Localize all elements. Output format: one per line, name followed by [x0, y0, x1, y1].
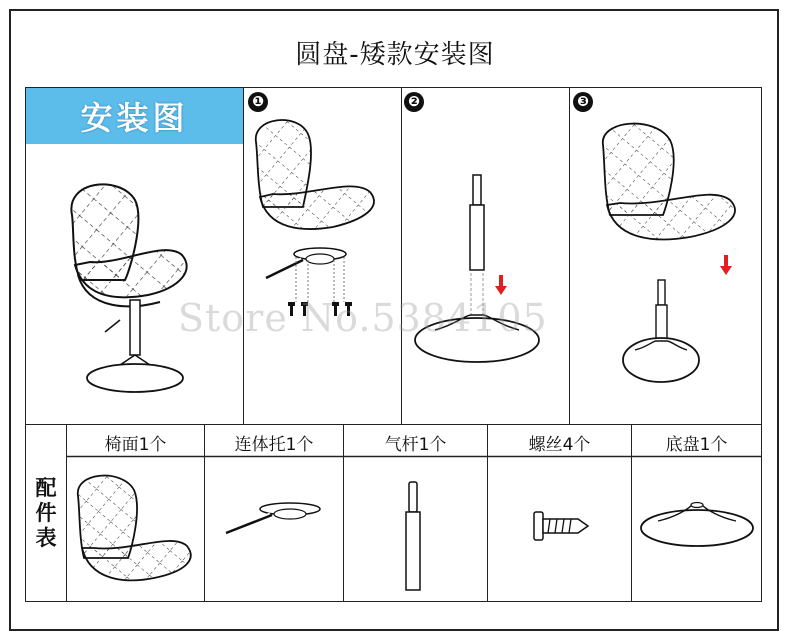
mechanism-icon [212, 495, 337, 545]
banner-text: 安装图 [80, 99, 189, 137]
store-watermark: Store No.5384105 [178, 296, 548, 340]
screw-icon [530, 508, 592, 544]
parts-header-divider [66, 455, 762, 459]
step-2-illustration [405, 165, 565, 380]
assembled-chair-icon [60, 170, 210, 410]
part-seat-label: 椅面1个 [104, 435, 167, 455]
part-gas-lift-label: 气杆1个 [384, 435, 447, 455]
gas-lift-icon [398, 478, 428, 598]
step-2-number: ❷ [404, 92, 424, 112]
install-banner [26, 88, 243, 144]
base-icon [636, 495, 758, 555]
part-base-label: 底盘1个 [665, 435, 728, 455]
step-3-number: ❸ [573, 92, 593, 112]
step-3-illustration [595, 115, 760, 395]
page-title: 圆盘-矮款安装图 [295, 40, 495, 70]
step-1-illustration [248, 112, 398, 327]
seat-icon [72, 468, 200, 598]
parts-side-label: 配 件 表 [35, 476, 57, 550]
step-1-number: ❶ [248, 92, 268, 112]
part-mechanism-label: 连体托1个 [234, 435, 314, 455]
part-screw-label: 螺丝4个 [528, 435, 591, 455]
